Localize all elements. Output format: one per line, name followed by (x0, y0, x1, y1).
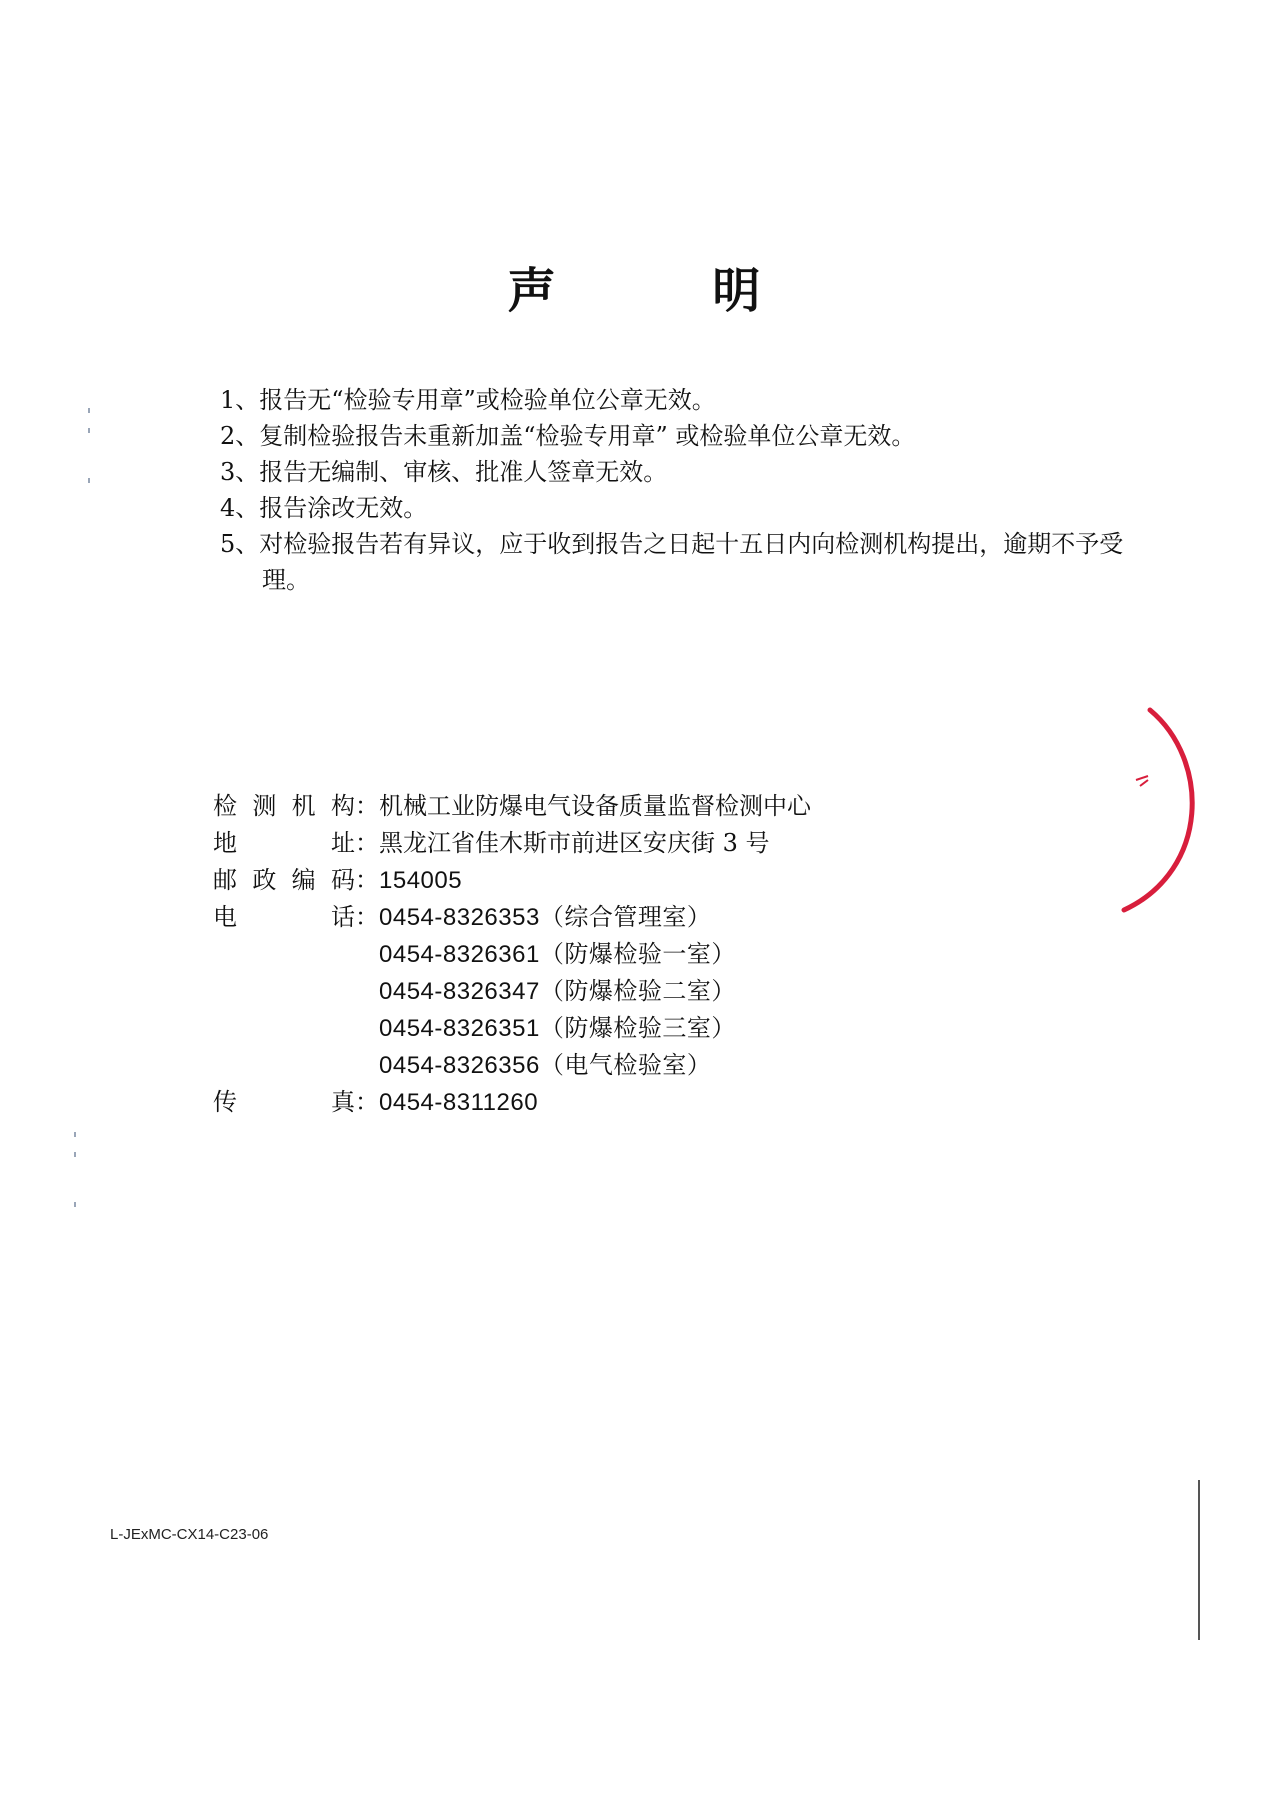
scan-speck (88, 408, 90, 413)
phone-number: 0454-8326351（防爆检验三室） (379, 1015, 736, 1042)
institution-label: 检测机构 (213, 792, 355, 820)
scan-speck (74, 1152, 76, 1157)
address-label: 地址 (213, 829, 355, 857)
postcode-value: 154005 (379, 867, 463, 894)
phone-number: 0454-8326353（综合管理室） (379, 904, 712, 931)
document-code: L-JExMC-CX14-C23-06 (110, 1526, 269, 1543)
phone-number: 0454-8326361（防爆检验一室） (379, 941, 736, 968)
page-title: 声 明 (507, 263, 831, 319)
declaration-item: 3、报告无编制、审核、批准人签章无效。 (220, 458, 668, 486)
declaration-item: 1、报告无“检验专用章”或检验单位公章无效。 (220, 386, 716, 414)
postcode-label: 邮政编码 (213, 866, 355, 894)
fax-label: 传真 (213, 1088, 355, 1116)
phone-row: 电话 ： 0454-8326353（综合管理室） 0454-8326361（防爆检验一室） 0454-8326347（防爆检验二室） 0454-8326351（防爆检验三室） 0454-8326356（电气检验室） (213, 899, 811, 1084)
fax-value: 0454-8311260 (379, 1089, 539, 1116)
declaration-item: 5、对检验报告若有异议，应于收到报告之日起十五日内向检测机构提出，逾期不予受理。 (220, 530, 1124, 594)
address-value: 黑龙江省佳木斯市前进区安庆街 3 号 (379, 829, 770, 857)
scan-speck (74, 1202, 76, 1207)
scan-edge-line (1198, 1480, 1200, 1640)
declaration-list (220, 382, 1140, 598)
fax-row: 传真 ： 0454-8311260 (213, 1084, 811, 1121)
phone-label: 电话 (213, 903, 355, 931)
declaration-item: 4、报告涂改无效。 (220, 494, 428, 522)
phone-number: 0454-8326347（防爆检验二室） (379, 978, 736, 1005)
scan-speck (88, 428, 90, 433)
partial-seal-stamp (1110, 700, 1200, 920)
phone-list (379, 899, 736, 1084)
scan-speck (74, 1132, 76, 1137)
institution-row: 检测机构 ： 机械工业防爆电气设备质量监督检测中心 (213, 788, 811, 825)
postcode-row: 邮政编码 ： 154005 (213, 862, 811, 899)
phone-number: 0454-8326356（电气检验室） (379, 1052, 712, 1079)
address-row: 地址 ： 黑龙江省佳木斯市前进区安庆街 3 号 (213, 825, 811, 862)
declaration-item: 2、复制检验报告未重新加盖“检验专用章” 或检验单位公章无效。 (220, 422, 916, 450)
scan-speck (88, 478, 90, 483)
institution-name: 机械工业防爆电气设备质量监督检测中心 (379, 792, 811, 820)
institution-info (213, 788, 811, 1121)
